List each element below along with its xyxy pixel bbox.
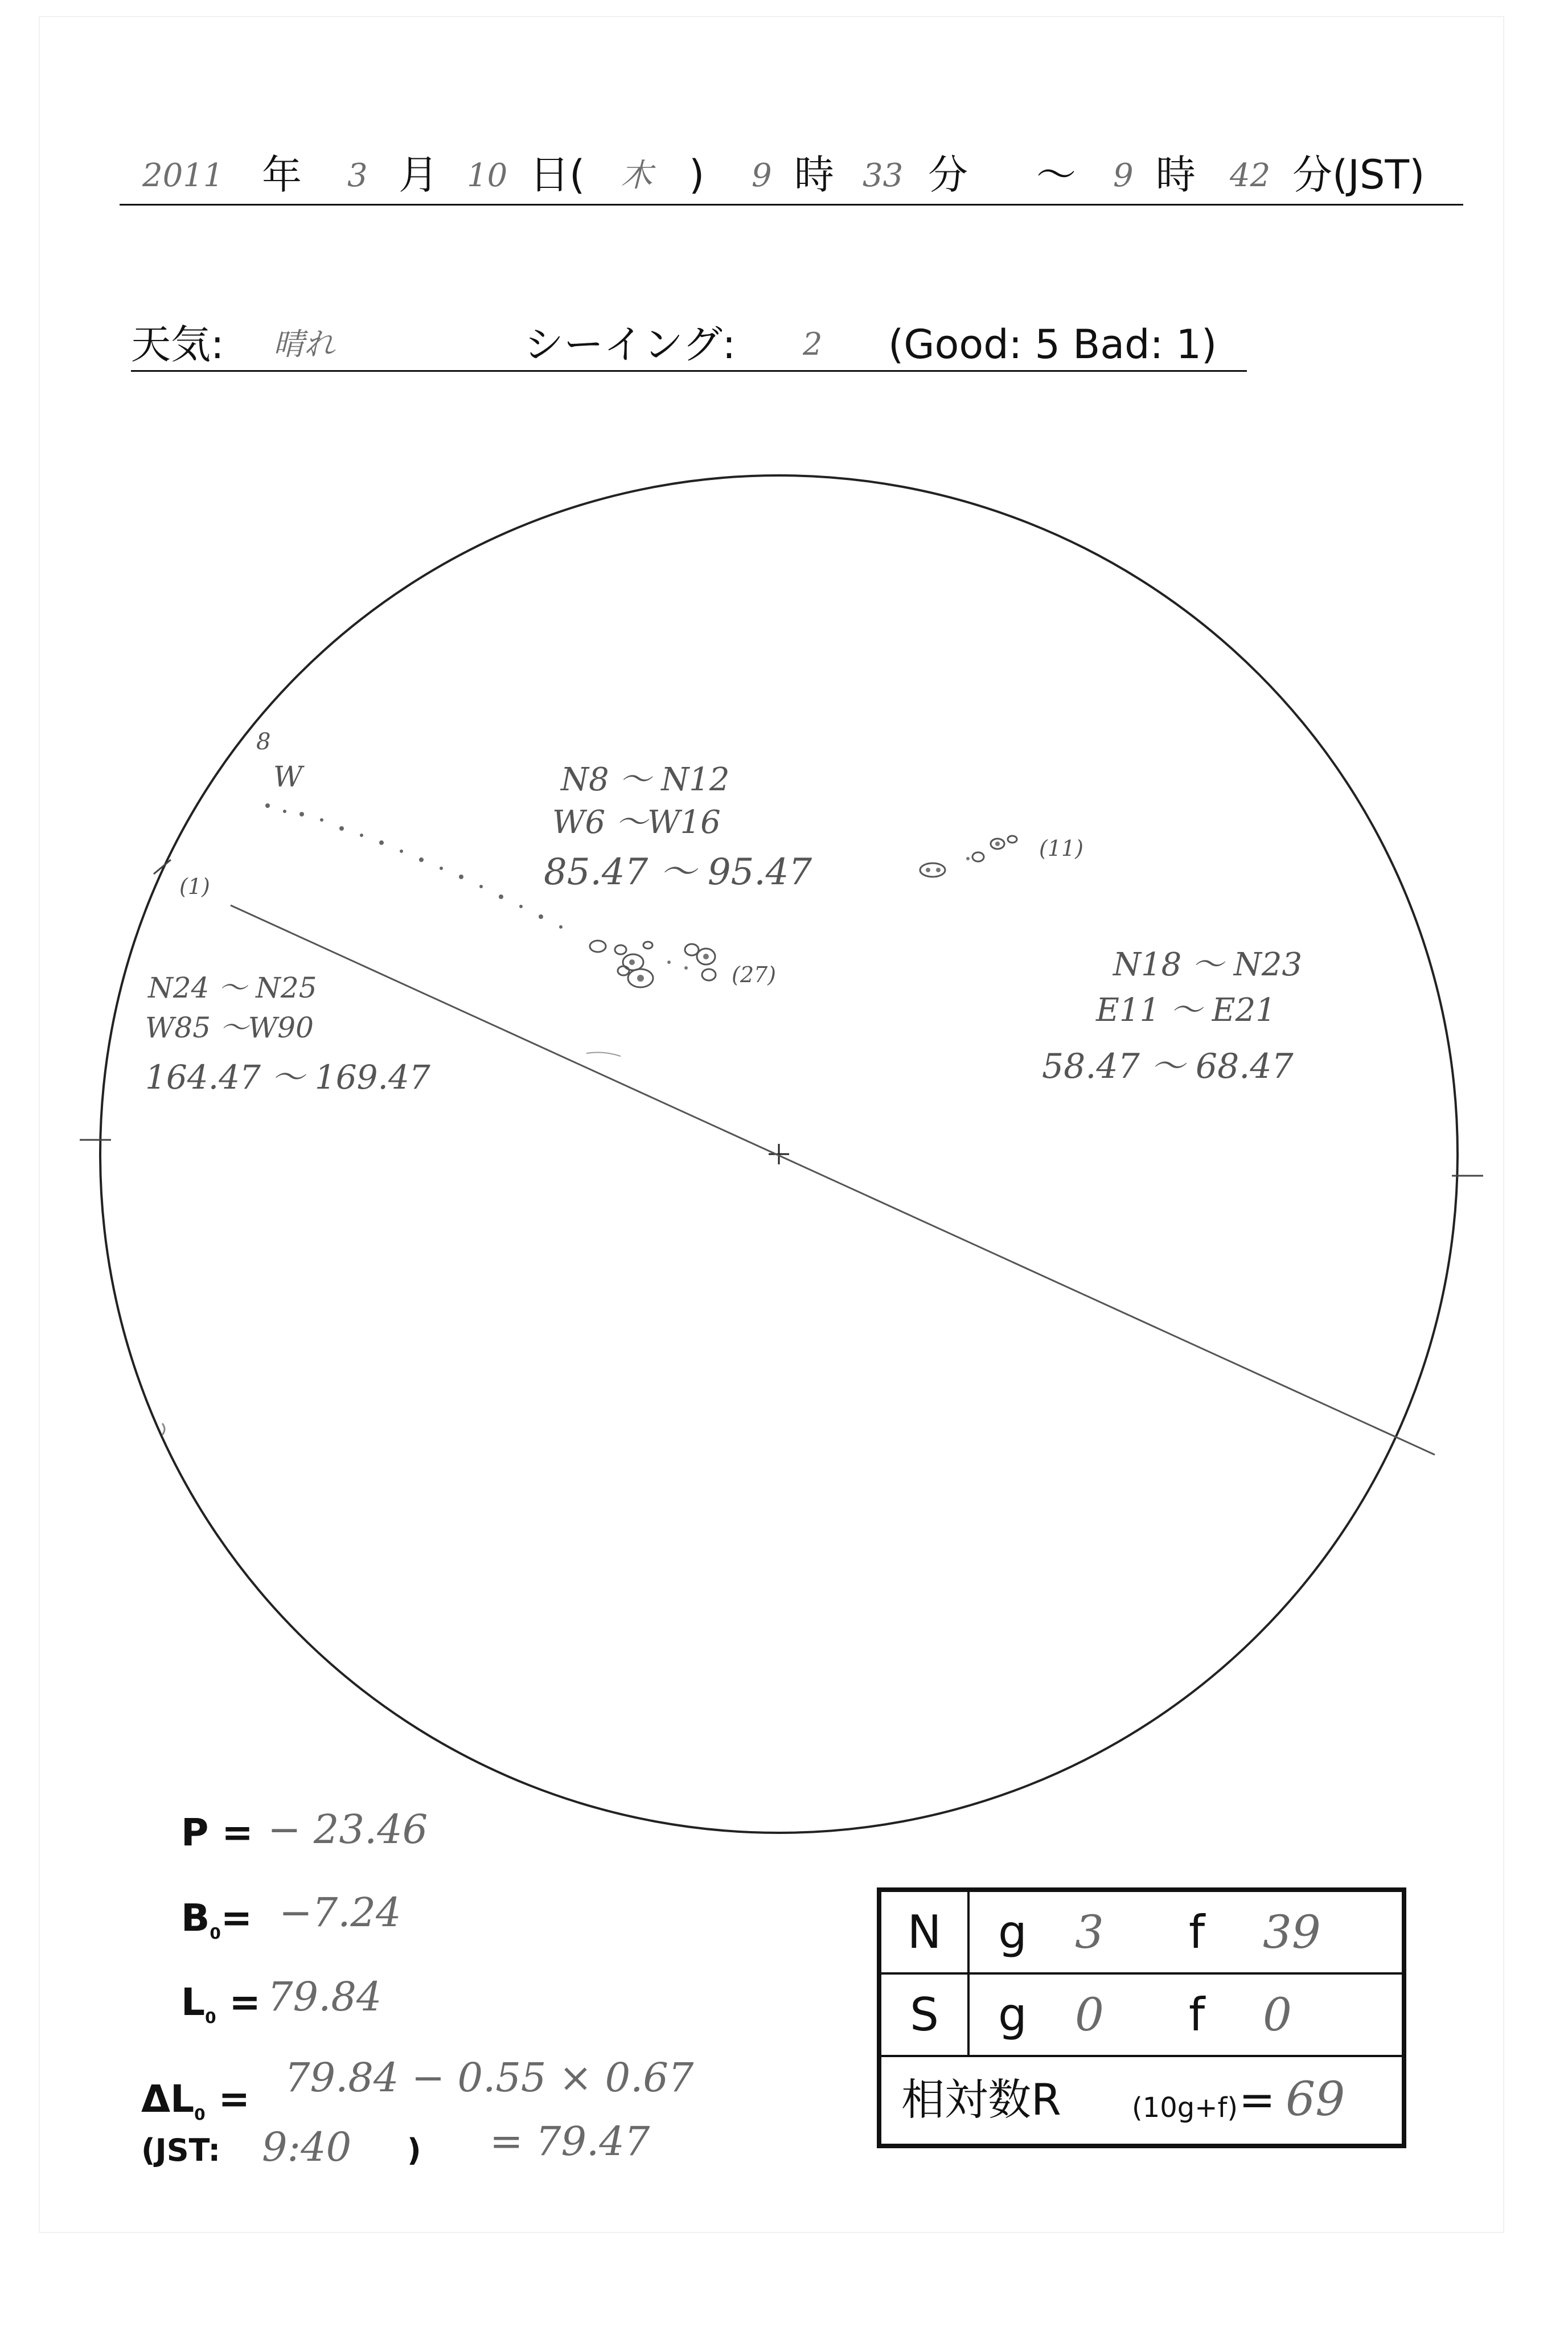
- end-minute-tz-label: 分(JST): [1292, 151, 1425, 198]
- l0-value: 79.84: [268, 1973, 382, 2020]
- south-g-value: 0: [1075, 1988, 1104, 2041]
- seeing-scale: (Good: 5 Bad: 1): [888, 321, 1217, 368]
- b0-label: $B_0=$: [181, 1896, 253, 1943]
- delta-l0-result: = 79.47: [490, 2118, 650, 2165]
- time-range-tilde: 〜: [1036, 151, 1076, 198]
- sunspot-count-table: [877, 1887, 1406, 2148]
- relative-number-row: [881, 2057, 1402, 2144]
- limb-group-lat: N24 〜 N25: [148, 971, 317, 1004]
- mid-group-lon: W6 〜W16: [552, 804, 721, 841]
- weather-value: 晴れ: [273, 326, 335, 362]
- north-g-label: g: [998, 1906, 1027, 1959]
- mid-group-lat: N8 〜 N12: [561, 761, 730, 798]
- sunspot-group-11-umbrae: [926, 842, 1000, 872]
- south-g-label: g: [998, 1988, 1027, 2041]
- faint-pencil-stroke: [586, 1052, 621, 1056]
- relative-number-formula: (10g+f): [1132, 2092, 1238, 2124]
- w-small-note: 8: [256, 729, 271, 755]
- day-label: 日(: [529, 151, 585, 198]
- seeing-label: シーイング:: [524, 321, 736, 368]
- p-angle-value: − 23.46: [268, 1806, 428, 1853]
- east-group-lat: N18 〜 N23: [1113, 946, 1303, 983]
- east-group-lon: E11 〜 E21: [1096, 992, 1276, 1029]
- delta-l0-label: $\Delta L_0$ =: [141, 2077, 250, 2124]
- south-row: [881, 1975, 1402, 2057]
- south-f-value: 0: [1263, 1988, 1292, 2041]
- north-hemisphere-label: N: [881, 1892, 970, 1972]
- limb-group-count: (1): [179, 874, 210, 899]
- south-hemisphere-label: S: [881, 1975, 970, 2055]
- limb-group-carrington: 164.47 〜 169.47: [145, 1058, 430, 1097]
- start-minute-label: 分: [928, 151, 968, 198]
- pore-trail: [265, 803, 563, 929]
- north-f-label: f: [1189, 1906, 1205, 1959]
- weekday-value: 木: [621, 157, 652, 194]
- l0-label: $L_0$ =: [181, 1980, 261, 2027]
- end-minute-value: 42: [1230, 157, 1271, 194]
- relative-number-label: 相対数R: [901, 2074, 1061, 2125]
- ne-group-count: (11): [1039, 836, 1084, 861]
- jst-value: 9:40: [262, 2124, 352, 2170]
- jst-close: ): [407, 2132, 421, 2168]
- delta-l0-formula: 79.84 − 0.55 × 0.67: [285, 2054, 694, 2101]
- limb-mark-sw: [162, 1423, 165, 1435]
- year-label: 年: [262, 151, 302, 198]
- north-row: [881, 1892, 1402, 1975]
- weekday-close: ): [689, 151, 705, 198]
- east-group-carrington: 58.47 〜 68.47: [1042, 1047, 1294, 1086]
- relative-number-equals: =: [1239, 2074, 1275, 2125]
- end-hour-label: 時: [1156, 151, 1196, 198]
- north-g-value: 3: [1075, 1906, 1104, 1959]
- year-value: 2011: [142, 157, 224, 194]
- sunspot-group-11: [920, 836, 1017, 877]
- p-angle-label: P =: [181, 1811, 253, 1854]
- b0-value: −7.24: [279, 1889, 401, 1936]
- end-hour-value: 9: [1113, 157, 1134, 194]
- start-minute-value: 33: [863, 157, 904, 194]
- north-f-value: 39: [1263, 1906, 1321, 1959]
- seeing-value: 2: [803, 326, 823, 362]
- mid-group-carrington: 85.47 〜 95.47: [544, 851, 812, 893]
- mid-group-count: (27): [732, 962, 777, 987]
- sunspot-group-27: [590, 941, 716, 987]
- limb-group-lon: W85 〜W90: [145, 1011, 314, 1044]
- month-value: 3: [347, 157, 368, 194]
- month-label: 月: [399, 151, 438, 198]
- jst-label: (JST:: [141, 2132, 221, 2168]
- south-f-label: f: [1189, 1988, 1205, 2041]
- day-value: 10: [467, 157, 508, 194]
- start-hour-label: 時: [794, 151, 834, 198]
- weather-label: 天気:: [131, 321, 224, 368]
- start-hour-value: 9: [752, 157, 772, 194]
- w-direction-marker: W: [273, 760, 303, 793]
- relative-number-value: 69: [1286, 2073, 1345, 2127]
